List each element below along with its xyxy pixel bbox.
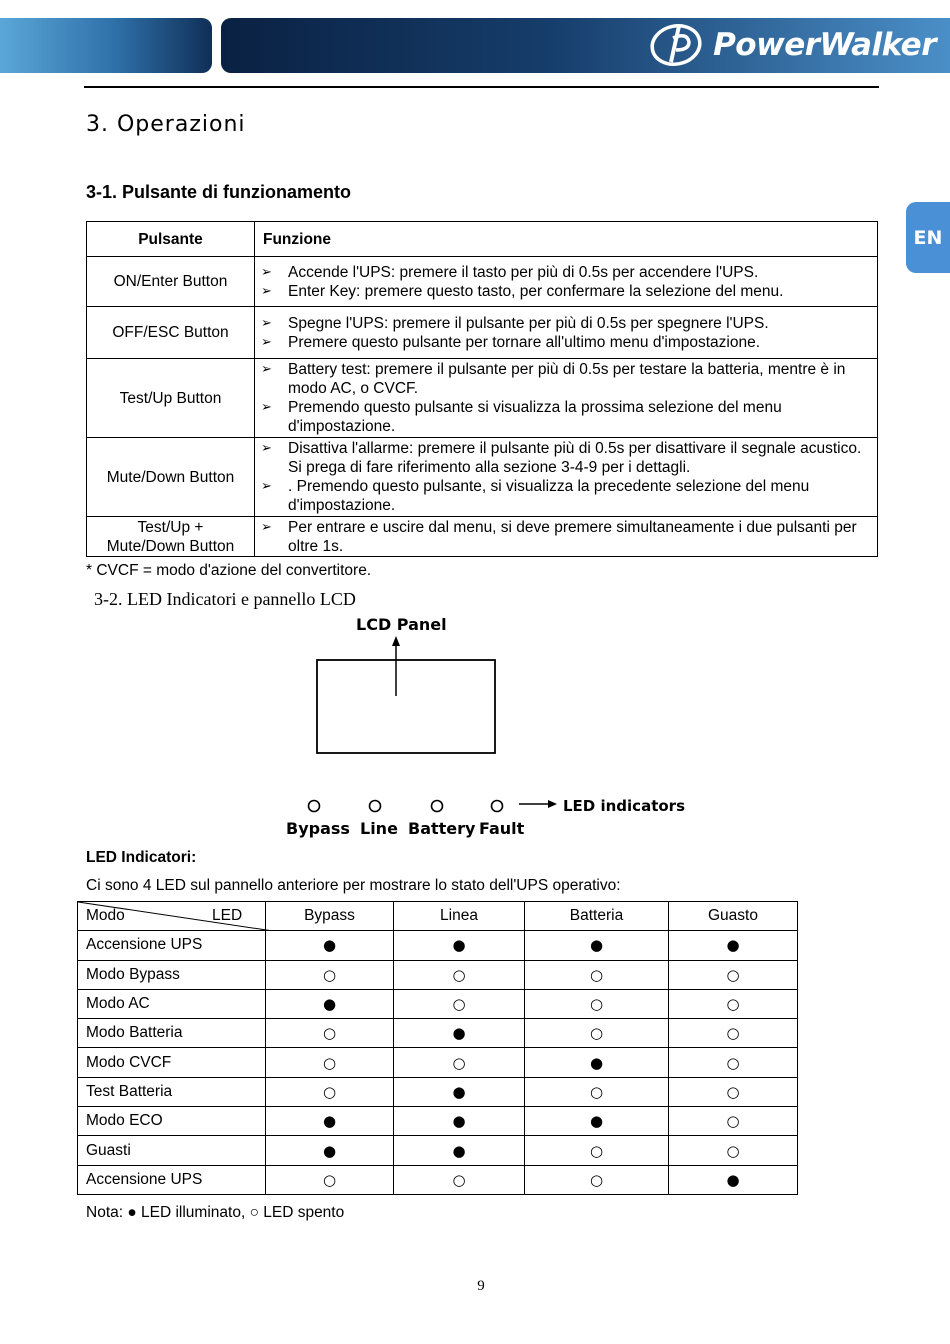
led-state-guasto: ○ — [669, 960, 798, 989]
led-state-guasto: ● — [669, 931, 798, 960]
led-state-linea: ● — [394, 1107, 525, 1136]
led-battery-circle — [432, 801, 443, 812]
mode-name: Accensione UPS — [78, 1165, 266, 1194]
led-state-batteria: ○ — [525, 1019, 669, 1048]
header-modo: Modo — [86, 907, 125, 924]
table-row — [78, 1107, 798, 1136]
led-state-batteria: ○ — [525, 1077, 669, 1106]
led-state-bypass: ○ — [266, 1077, 394, 1106]
function-list — [255, 439, 877, 515]
function-item: ➢ . Premendo questo pulsante, si visualizza la precedente selezione del menu d'impostazione. — [261, 477, 873, 515]
button-name: Test/Up Button — [87, 359, 255, 438]
lcd-panel-box — [317, 660, 495, 753]
subsection-title-led: 3-2. LED Indicatori e pannello LCD — [94, 589, 356, 609]
led-state-bypass: ● — [266, 931, 394, 960]
mode-name: Modo CVCF — [78, 1048, 266, 1077]
header-funzione: Funzione — [255, 222, 878, 257]
function-item: ➢ Disattiva l'allarme: premere il pulsante più di 0.5s per disattivare il segnale acustico. Si prega di fare riferimento alla sezione 3-4-9 per i dettagli. — [261, 439, 873, 477]
function-item: ➢ Accende l'UPS: premere il tasto per più di 0.5s per accendere l'UPS. — [261, 263, 873, 282]
table-header-row — [87, 222, 878, 257]
lcd-led-diagram — [280, 612, 700, 844]
table-row — [87, 438, 878, 517]
led-line-circle — [370, 801, 381, 812]
header-rule — [84, 86, 879, 88]
table-row — [78, 1019, 798, 1048]
button-function-table — [86, 221, 878, 557]
led-state-guasto: ○ — [669, 1077, 798, 1106]
led-state-batteria: ○ — [525, 960, 669, 989]
function-item: ➢ Enter Key: premere questo tasto, per confermare la selezione del menu. — [261, 282, 873, 301]
lcd-panel-label: LCD Panel — [356, 615, 447, 634]
mode-name: Modo AC — [78, 989, 266, 1018]
header-batteria: Batteria — [525, 902, 669, 931]
led-state-linea: ● — [394, 1077, 525, 1106]
button-name-line2: Mute/Down Button — [106, 537, 235, 555]
brand-name: PowerWalker — [713, 27, 936, 63]
led-state-linea: ○ — [394, 1048, 525, 1077]
function-list — [255, 360, 877, 436]
led-bypass-circle — [309, 801, 320, 812]
table-row — [78, 931, 798, 960]
brand-logo — [649, 22, 936, 68]
led-table-header — [78, 902, 798, 931]
led-state-batteria: ○ — [525, 1165, 669, 1194]
table-row — [87, 307, 878, 359]
table-row — [87, 359, 878, 438]
led-state-guasto: ○ — [669, 1019, 798, 1048]
lcd-arrow-head — [392, 636, 400, 646]
button-name: Mute/Down Button — [87, 438, 255, 517]
function-list — [255, 518, 877, 556]
led-state-bypass: ○ — [266, 1019, 394, 1048]
function-item: ➢ Premere questo pulsante per tornare all'ultimo menu d'impostazione. — [261, 333, 873, 352]
function-item: ➢ Spegne l'UPS: premere il pulsante per più di 0.5s per spegnere l'UPS. — [261, 314, 873, 333]
header-pulsante: Pulsante — [87, 222, 255, 257]
power-logo-icon — [649, 22, 707, 68]
section-title: 3. Operazioni — [86, 112, 246, 137]
cvcf-note: * CVCF = modo d'azione del convertitore. — [86, 562, 372, 579]
function-list — [255, 263, 877, 301]
led-state-linea: ● — [394, 931, 525, 960]
led-section-title: LED Indicatori: — [86, 849, 197, 866]
button-name-line1: Test/Up + — [137, 518, 204, 536]
function-item: ➢ Per entrare e uscire dal menu, si deve premere simultaneamente i due pulsanti per oltre 1s. — [261, 518, 873, 556]
led-state-linea: ● — [394, 1136, 525, 1165]
led-state-linea: ○ — [394, 989, 525, 1018]
led-state-batteria: ● — [525, 931, 669, 960]
subsection-title-buttons: 3-1. Pulsante di funzionamento — [86, 182, 352, 202]
led-state-bypass: ● — [266, 1107, 394, 1136]
led-arrow-head — [548, 800, 557, 808]
led-state-guasto: ○ — [669, 1107, 798, 1136]
led-state-bypass: ○ — [266, 1165, 394, 1194]
table-row — [78, 1165, 798, 1194]
function-item: ➢ Premendo questo pulsante si visualizza la prossima selezione del menu d'impostazione. — [261, 398, 873, 436]
table-row — [87, 257, 878, 307]
header-linea: Linea — [394, 902, 525, 931]
led-state-linea: ● — [394, 1019, 525, 1048]
mode-name: Test Batteria — [78, 1077, 266, 1106]
table-row — [78, 1048, 798, 1077]
led-label-battery: Battery — [408, 819, 476, 838]
led-label-line: Line — [360, 819, 398, 838]
header-led: LED — [212, 907, 243, 924]
led-state-guasto: ● — [669, 1165, 798, 1194]
page-number: 9 — [477, 1278, 485, 1294]
button-name: ON/Enter Button — [87, 257, 255, 307]
table-row — [87, 517, 878, 557]
led-indicators-label: LED indicators — [563, 797, 685, 815]
led-table-body — [78, 931, 798, 1195]
led-state-batteria: ○ — [525, 989, 669, 1018]
led-label-fault: Fault — [479, 819, 525, 838]
function-list — [255, 314, 877, 352]
led-state-batteria: ○ — [525, 1136, 669, 1165]
led-state-batteria: ● — [525, 1048, 669, 1077]
header-guasto: Guasto — [669, 902, 798, 931]
header-banner-left — [0, 18, 212, 73]
led-state-bypass: ○ — [266, 960, 394, 989]
header-bypass: Bypass — [266, 902, 394, 931]
mode-led-header-cell — [78, 902, 266, 931]
table-row — [78, 1077, 798, 1106]
mode-name: Modo Batteria — [78, 1019, 266, 1048]
mode-name: Accensione UPS — [78, 931, 266, 960]
function-item: ➢ Battery test: premere il pulsante per più di 0.5s per testare la batteria, mentre è in modo AC, o CVCF. — [261, 360, 873, 398]
table-row — [78, 960, 798, 989]
led-state-guasto: ○ — [669, 1136, 798, 1165]
table-row — [78, 989, 798, 1018]
table-row — [78, 1136, 798, 1165]
led-state-linea: ○ — [394, 960, 525, 989]
led-legend-note: Nota: ● LED illuminato, ○ LED spento — [86, 1204, 345, 1221]
led-label-bypass: Bypass — [286, 819, 350, 838]
mode-name: Modo ECO — [78, 1107, 266, 1136]
button-name — [87, 517, 255, 557]
led-state-table — [77, 901, 798, 1195]
led-section-intro: Ci sono 4 LED sul pannello anteriore per mostrare lo stato dell'UPS operativo: — [86, 877, 621, 894]
language-tab-en[interactable]: EN — [906, 202, 950, 273]
led-state-linea: ○ — [394, 1165, 525, 1194]
led-state-bypass: ● — [266, 1136, 394, 1165]
led-fault-circle — [492, 801, 503, 812]
mode-name: Guasti — [78, 1136, 266, 1165]
led-state-bypass: ○ — [266, 1048, 394, 1077]
button-name: OFF/ESC Button — [87, 307, 255, 359]
led-state-bypass: ● — [266, 989, 394, 1018]
led-state-batteria: ● — [525, 1107, 669, 1136]
led-state-guasto: ○ — [669, 1048, 798, 1077]
mode-name: Modo Bypass — [78, 960, 266, 989]
led-state-guasto: ○ — [669, 989, 798, 1018]
